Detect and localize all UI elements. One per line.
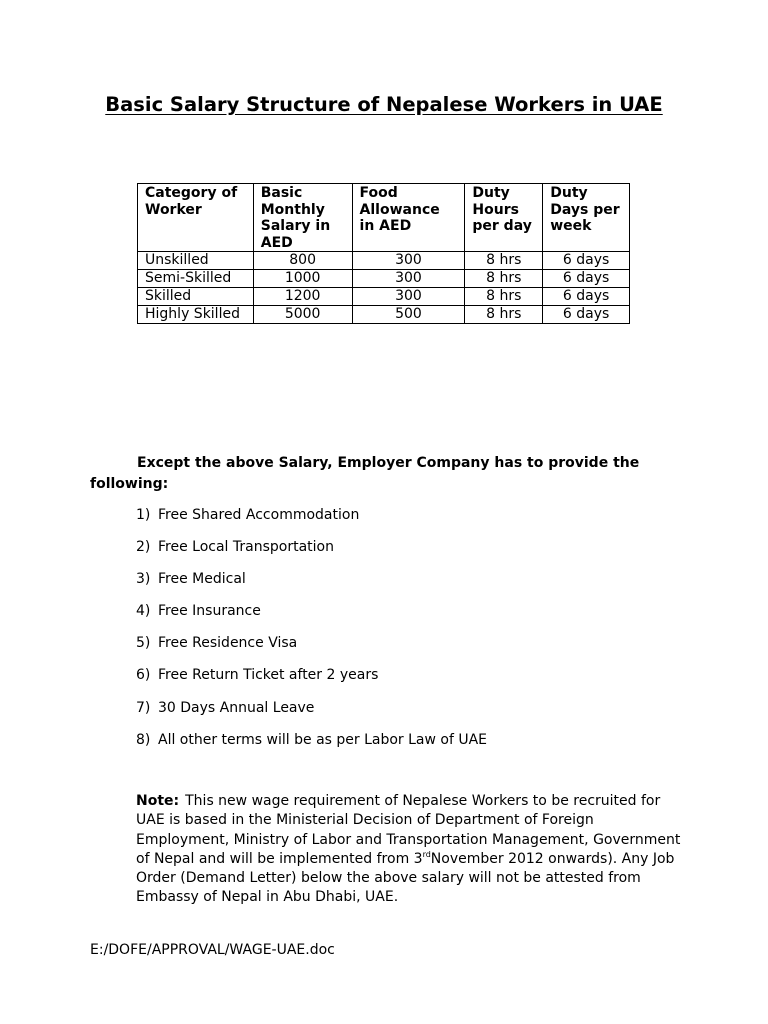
header-basic-salary: Basic Monthly Salary in AED: [253, 184, 352, 252]
cell-category: Skilled: [138, 288, 254, 306]
benefits-list: [136, 505, 487, 762]
list-item-number: 7): [136, 699, 151, 716]
footer-file-path: E:/DOFE/APPROVAL/WAGE-UAE.doc: [90, 942, 335, 958]
list-item: [136, 633, 487, 665]
list-item-text: All other terms will be as per Labor Law of UAE: [158, 731, 488, 748]
list-item-text: 30 Days Annual Leave: [158, 699, 315, 716]
header-duty-days: Duty Days per week: [543, 184, 630, 252]
header-category: Category of Worker: [138, 184, 254, 252]
list-item: [136, 601, 487, 633]
cell-food-allowance: 300: [352, 252, 465, 270]
table-row: [138, 288, 630, 306]
list-item: [136, 505, 487, 537]
list-item: [136, 698, 487, 730]
list-item: [136, 730, 487, 762]
cell-category: Highly Skilled: [138, 306, 254, 324]
document-title: Basic Salary Structure of Nepalese Workers in UAE: [105, 93, 663, 116]
note-label: Note:: [136, 793, 180, 809]
cell-basic-salary: 800: [253, 252, 352, 270]
list-item-text: Free Medical: [158, 571, 246, 588]
cell-food-allowance: 300: [352, 288, 465, 306]
table-header-row: [138, 184, 630, 252]
table-row: [138, 252, 630, 270]
note-text-before: This new wage requirement of Nepalese Workers to be recruited for UAE is based in the Ministerial Decision of Department of Foreign Employment, Ministry of Labor and Transportation Management, Government of Nepal and will be implemented from 3: [136, 793, 681, 867]
cell-category: Unskilled: [138, 252, 254, 270]
cell-duty-days: 6 days: [543, 252, 630, 270]
header-duty-hours: Duty Hours per day: [465, 184, 543, 252]
list-item-text: Free Shared Accommodation: [158, 507, 360, 523]
list-item: [136, 537, 487, 569]
cell-basic-salary: 5000: [253, 306, 352, 324]
note-superscript: rd: [422, 849, 431, 859]
cell-duty-hours: 8 hrs: [465, 252, 543, 270]
table-row: [138, 306, 630, 324]
cell-duty-hours: 8 hrs: [465, 288, 543, 306]
cell-duty-days: 6 days: [543, 288, 630, 306]
list-item: [136, 569, 487, 601]
salary-table: [137, 183, 630, 324]
note-text-after: November 2012 onwards). Any Job Order (Demand Letter) below the above salary will not be attested from Embassy of Nepal in Abu Dhabi, UAE.: [136, 850, 675, 906]
list-item-number: 1): [136, 507, 151, 523]
cell-category: Semi-Skilled: [138, 270, 254, 288]
cell-basic-salary: 1200: [253, 288, 352, 306]
list-item-text: Free Local Transportation: [158, 539, 334, 556]
cell-food-allowance: 500: [352, 306, 465, 324]
list-item-text: Free Return Ticket after 2 years: [158, 667, 379, 684]
list-item: [136, 665, 487, 697]
note-paragraph: [136, 792, 681, 908]
list-item-number: 2): [136, 539, 151, 556]
header-food-allowance: Food Allowance in AED: [352, 184, 465, 252]
cell-duty-hours: 8 hrs: [465, 306, 543, 324]
cell-duty-days: 6 days: [543, 306, 630, 324]
list-item-text: Free Residence Visa: [158, 635, 298, 652]
cell-duty-hours: 8 hrs: [465, 270, 543, 288]
cell-duty-days: 6 days: [543, 270, 630, 288]
list-item-number: 8): [136, 731, 151, 748]
list-item-number: 6): [136, 667, 151, 684]
list-item-text: Free Insurance: [158, 603, 261, 620]
table-row: [138, 270, 630, 288]
benefits-intro: Except the above Salary, Employer Company has to provide the following:: [90, 455, 640, 492]
list-item-number: 5): [136, 635, 151, 652]
list-item-number: 3): [136, 571, 151, 588]
list-item-number: 4): [136, 603, 151, 620]
cell-food-allowance: 300: [352, 270, 465, 288]
cell-basic-salary: 1000: [253, 270, 352, 288]
